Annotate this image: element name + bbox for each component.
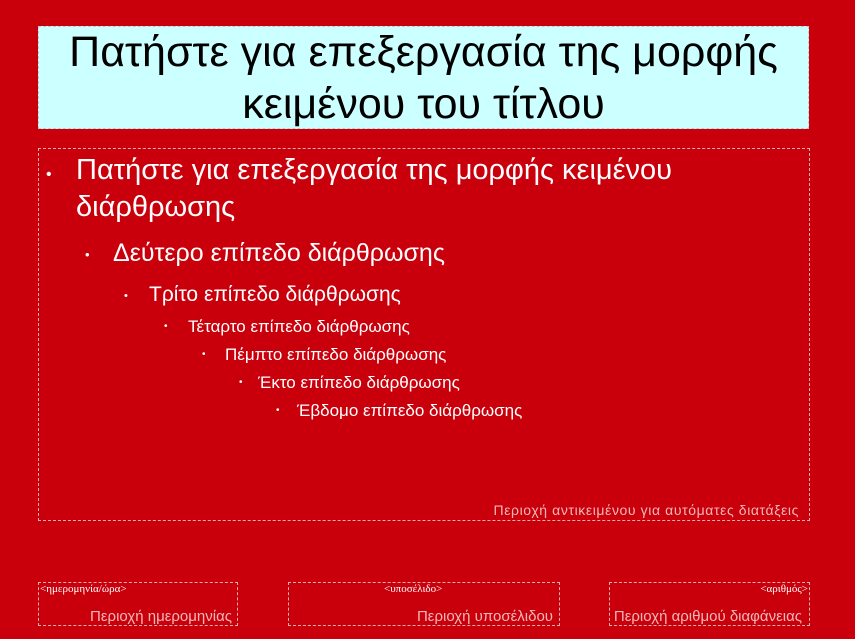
bullet-icon: • [46, 166, 52, 183]
outline-area-label: Περιοχή αντικειμένου για αυτόματες διατάξεις [493, 502, 799, 518]
outline-level-5-text[interactable]: Πέμπτο επίπεδο διάρθρωσης [225, 345, 447, 364]
outline-level-5[interactable] [202, 343, 446, 367]
bullet-icon: • [85, 247, 90, 262]
bullet-icon: • [164, 321, 168, 332]
slide-title[interactable]: Πατήστε για επεξεργασία της μορφής κειμένου του τίτλου [69, 27, 778, 128]
date-placeholder[interactable] [38, 582, 238, 626]
footer-field: <υποσέλιδο> [384, 583, 443, 595]
bullet-icon: • [202, 349, 206, 360]
footer-placeholder[interactable] [288, 582, 560, 626]
outline-level-6-text[interactable]: Έκτο επίπεδο διάρθρωσης [258, 373, 460, 392]
bullet-icon: • [276, 405, 280, 416]
title-placeholder[interactable] [38, 26, 809, 129]
outline-level-3[interactable] [124, 281, 401, 309]
outline-level-1-text[interactable]: Πατήστε για επεξεργασία της μορφής κειμένου διάρθρωσης [76, 154, 673, 223]
outline-level-4[interactable] [164, 315, 410, 339]
outline-level-3-text[interactable]: Τρίτο επίπεδο διάρθρωσης [149, 283, 401, 306]
slide-number-area-label: Περιοχή αριθμού διαφάνειας [613, 608, 802, 625]
bullet-icon: • [124, 290, 128, 302]
outline-level-6[interactable] [239, 371, 460, 395]
outline-level-2[interactable] [85, 237, 445, 269]
date-area-label: Περιοχή ημερομηνίας [90, 608, 232, 625]
footer-area-label: Περιοχή υποσέλιδου [416, 608, 553, 625]
outline-level-7[interactable] [276, 399, 522, 423]
slide-number-placeholder[interactable] [609, 582, 810, 626]
outline-level-2-text[interactable]: Δεύτερο επίπεδο διάρθρωσης [113, 239, 445, 267]
date-field: <ημερομηνία/ώρα> [40, 583, 127, 595]
bullet-icon: • [239, 377, 243, 388]
outline-level-1[interactable] [46, 152, 786, 226]
outline-placeholder[interactable] [38, 148, 810, 521]
slide-number-field: <αριθμός> [760, 583, 808, 595]
outline-level-4-text[interactable]: Τέταρτο επίπεδο διάρθρωσης [188, 317, 410, 336]
outline-level-7-text[interactable]: Έβδομο επίπεδο διάρθρωσης [297, 401, 523, 420]
